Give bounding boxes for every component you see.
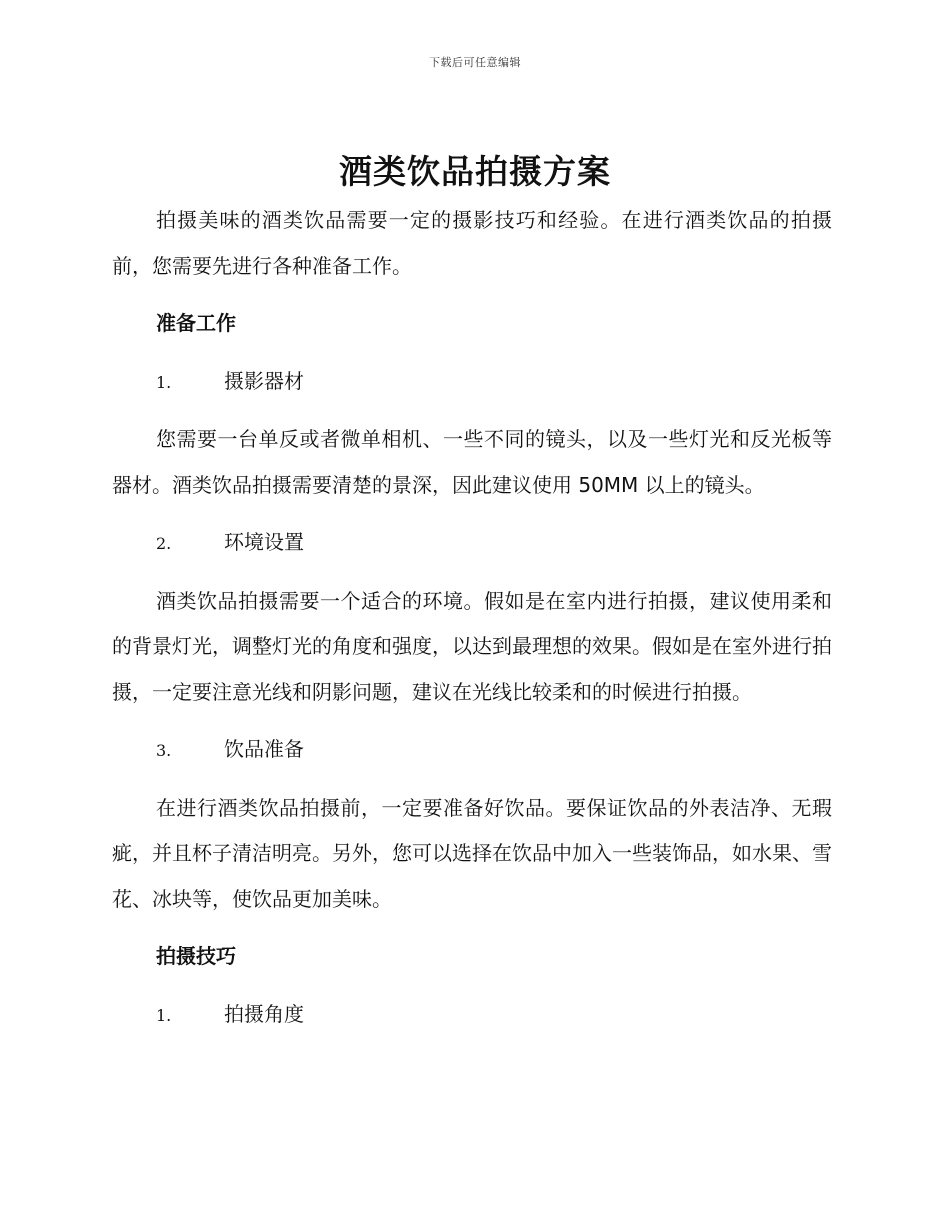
list-label: 环境设置 <box>224 530 304 554</box>
intro-paragraph: 拍摄美味的酒类饮品需要一定的摄影技巧和经验。在进行酒类饮品的拍摄前，您需要先进行各种准备工作。 <box>112 208 832 278</box>
list-label: 拍摄角度 <box>224 1001 304 1026</box>
section-heading-techniques: 拍摄技巧 <box>156 944 236 968</box>
page-title: 酒类饮品拍摄方案 <box>339 152 611 191</box>
list-number: 1. <box>156 1005 172 1025</box>
section-heading-preparation: 准备工作 <box>156 311 236 335</box>
list-label: 摄影器材 <box>224 368 304 393</box>
list-number: 3. <box>156 741 172 760</box>
list-number: 1. <box>156 372 172 392</box>
list-number: 2. <box>156 534 172 553</box>
document-body <box>112 198 832 1050</box>
list-item-drink-prep <box>156 727 832 774</box>
environment-paragraph: 酒类饮品拍摄需要一个适合的环境。假如是在室内进行拍摄，建议使用柔和的背景灯光，调整灯光的角度和强度，以达到最理想的效果。假如是在室外进行拍摄，一定要注意光线和阴影问题，建议在光线比较柔和的时候进行拍摄。 <box>112 588 832 704</box>
list-label: 饮品准备 <box>224 737 304 761</box>
list-item-angle <box>156 992 832 1039</box>
list-item-equipment <box>156 359 832 406</box>
drink-prep-paragraph: 在进行酒类饮品拍摄前，一定要准备好饮品。要保证饮品的外表洁净、无瑕疵，并且杯子清洁明亮。另外，您可以选择在饮品中加入一些装饰品，如水果、雪花、冰块等，使饮品更加美味。 <box>112 795 832 911</box>
header-note: 下载后可任意编辑 <box>429 56 521 69</box>
equipment-paragraph: 您需要一台单反或者微单相机、一些不同的镜头，以及一些灯光和反光板等器材。酒类饮品拍摄需要清楚的景深，因此建议使用 50MM 以上的镜头。 <box>112 427 832 497</box>
list-item-environment <box>156 520 832 567</box>
